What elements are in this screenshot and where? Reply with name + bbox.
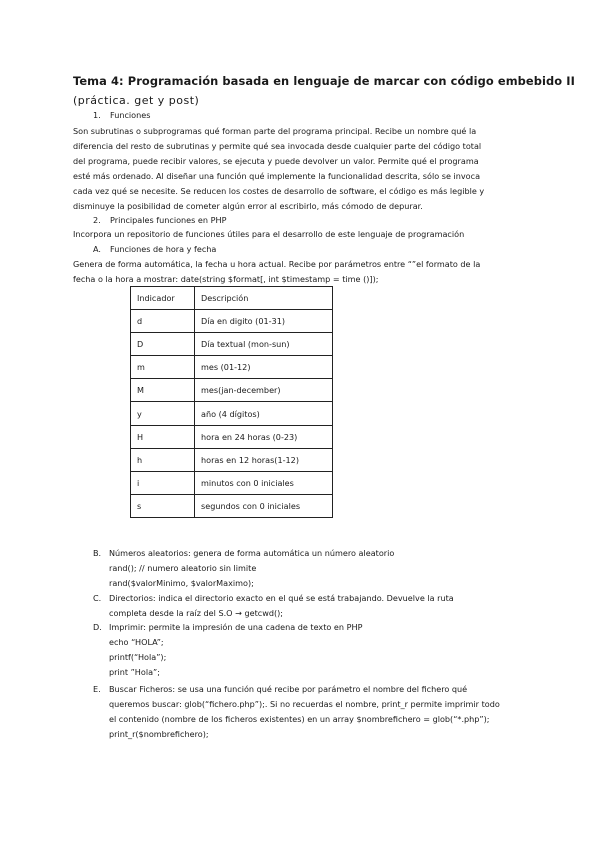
code-line: print_r($nombrefichero); [109, 729, 209, 739]
page-subtitle: (práctica. get y post) [73, 94, 200, 107]
paragraph-line: cada vez qué se necesite. Se reducen los costes de desarrollo de software, el código es más legible y [73, 186, 485, 196]
table-row [131, 356, 333, 379]
description-cell: minutos con 0 iniciales [195, 471, 333, 494]
description-cell: mes(jan-december) [195, 379, 333, 402]
table-row [131, 402, 333, 425]
section-2-number: 2. [93, 215, 101, 225]
table-header-row [131, 287, 333, 310]
paragraph-line: Son subrutinas o subprogramas qué forman parte del programa principal. Recibe un nombre qué la [73, 126, 477, 136]
section-e-letter: E. [93, 684, 101, 694]
indicator-cell: h [131, 448, 195, 471]
description-cell: hora en 24 horas (0-23) [195, 425, 333, 448]
section-c-content [109, 591, 454, 621]
section-b-line: Números aleatorios: genera de forma automática un número aleatorio [109, 548, 395, 558]
code-line: rand(); // numero aleatorio sin limite [109, 563, 257, 573]
section-e-line: Buscar Ficheros: se usa una función qué recibe por parámetro el nombre del fichero qué [109, 684, 468, 694]
description-cell: horas en 12 horas(1-12) [195, 448, 333, 471]
description-cell: segundos con 0 iniciales [195, 494, 333, 517]
section-d-letter: D. [93, 622, 102, 632]
paragraph-line: Genera de forma automática, la fecha u hora actual. Recibe por parámetros entre “”el formato de la [73, 259, 481, 269]
section-e-line: el contenido (nombre de los ficheros existentes) en un array $nombrefichero = glob(“*.php”); [109, 714, 490, 724]
table-row [131, 494, 333, 517]
code-line: rand($valorMinimo, $valorMaximo); [109, 578, 254, 588]
description-cell: Día en digito (01-31) [195, 310, 333, 333]
code-line: printf(“Hola”); [109, 652, 167, 662]
section-d-line: Imprimir: permite la impresión de una cadena de texto en PHP [109, 622, 363, 632]
code-line: echo “HOLA”; [109, 637, 164, 647]
section-1-paragraph [73, 124, 527, 214]
section-e-line: queremos buscar: glob(“fichero.php”);. Si no recuerdas el nombre, print_r permite imprimir todo [109, 699, 500, 709]
header-cell-description: Descripción [195, 287, 333, 310]
section-d-content [109, 620, 362, 680]
description-cell: mes (01-12) [195, 356, 333, 379]
section-c-letter: C. [93, 593, 102, 603]
indicator-cell: m [131, 356, 195, 379]
table-row [131, 379, 333, 402]
paragraph-line: disminuye la posibilidad de cometer algún error al escribirlo, más cómodo de depurar. [73, 201, 423, 211]
paragraph-line: fecha o la hora a mostrar: date(string $format[, int $timestamp = time ()]); [73, 274, 379, 284]
indicator-cell: M [131, 379, 195, 402]
section-1-number: 1. [93, 110, 101, 120]
date-format-table [130, 286, 333, 518]
indicator-cell: s [131, 494, 195, 517]
section-a-paragraph [73, 257, 527, 287]
section-1-title: Funciones [110, 110, 151, 120]
section-c-line: completa desde la raíz del S.O → getcwd(); [109, 608, 284, 618]
section-e-content [109, 682, 500, 742]
section-2-intro: Incorpora un repositorio de funciones útiles para el desarrollo de este lenguaje de programación [73, 229, 465, 239]
table-row [131, 425, 333, 448]
description-cell: año (4 dígitos) [195, 402, 333, 425]
table-row [131, 448, 333, 471]
description-cell: Día textual (mon-sun) [195, 333, 333, 356]
page-title: Tema 4: Programación basada en lenguaje de marcar con código embebido II [73, 74, 575, 88]
section-c-line: Directorios: indica el directorio exacto en el qué se está trabajando. Devuelve la ruta [109, 593, 454, 603]
indicator-cell: D [131, 333, 195, 356]
table-row [131, 310, 333, 333]
indicator-cell: i [131, 471, 195, 494]
section-b-letter: B. [93, 548, 102, 558]
section-b-content [109, 546, 394, 591]
header-cell-indicator: Indicador [131, 287, 195, 310]
code-line: print ”Hola”; [109, 667, 160, 677]
section-a-letter: A. [93, 244, 101, 254]
table-row [131, 333, 333, 356]
indicator-cell: H [131, 425, 195, 448]
table-row [131, 471, 333, 494]
paragraph-line: del programa, puede recibir valores, se ejecuta y puede devolver un valor. Permite qué el programa [73, 156, 479, 166]
paragraph-line: esté más ordenado. Al diseñar una función qué implemente la funcionalidad descrita, sólo se invoca [73, 171, 481, 181]
indicator-cell: d [131, 310, 195, 333]
section-a-title: Funciones de hora y fecha [110, 244, 217, 254]
paragraph-line: diferencia del resto de subrutinas y permite qué sea invocada desde cualquier parte del código total [73, 141, 482, 151]
indicator-cell: y [131, 402, 195, 425]
section-2-title: Principales funciones en PHP [110, 215, 227, 225]
